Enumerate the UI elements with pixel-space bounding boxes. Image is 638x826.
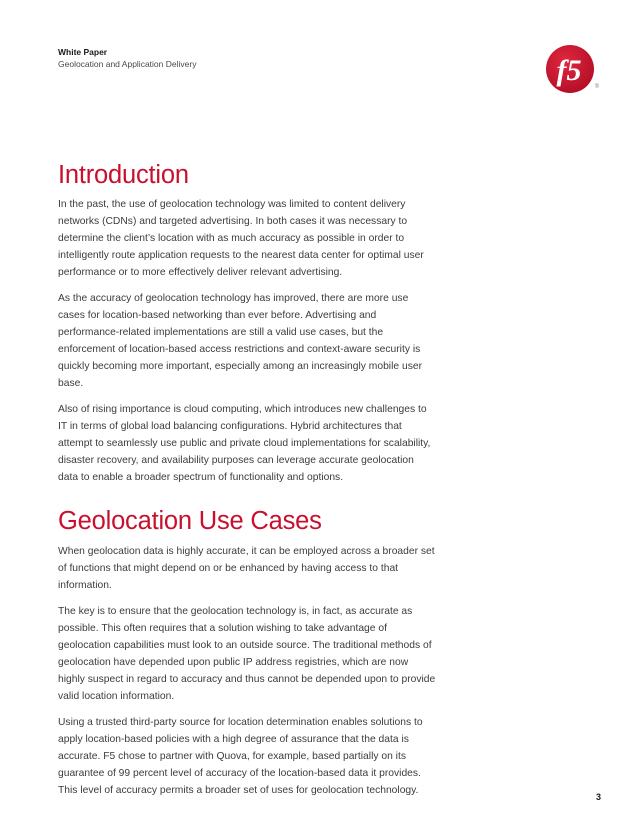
main-content — [58, 158, 436, 808]
paragraph: In the past, the use of geolocation technology was limited to content delivery networks (CDNs) and targeted advertising. In both cases it was necessary to determine the client’s location with as much accuracy as possible in order to intelligently route application requests to the nearest data center for optimal user performance or to more effectively deliver relevant advertising. — [58, 199, 424, 278]
document-subtitle: Geolocation and Application Delivery — [58, 59, 197, 69]
paragraph: As the accuracy of geolocation technology has improved, there are more use cases for location-based networking than ever before. Advertising and performance-related implementations are still a valid use cases, but the enforcement of location-based access restrictions and context-aware security is quickly becoming more important, especially among an increasingly mobile user base. — [58, 293, 422, 389]
page-number: 3 — [596, 792, 602, 802]
paragraph: Using a trusted third-party source for location determination enables solutions to apply location-based policies with a high degree of assurance that the data is accurate. F5 chose to partner with Quova, for example, based partially on its guarantee of 99 percent level of accuracy of the location-based data it provides. This level of accuracy permits a broader set of uses for geolocation technology. — [58, 717, 423, 796]
f5-logo-icon — [544, 42, 600, 98]
document-type-label: White Paper — [58, 47, 108, 57]
paragraph: When geolocation data is highly accurate, it can be employed across a broader set of functions that might depend on or be enhanced by having access to that information. — [58, 546, 435, 591]
paragraph: Also of rising importance is cloud computing, which introduces new challenges to IT in terms of global load balancing configurations. Hybrid architectures that attempt to seamlessly use public and private cloud implementations for scalability, disaster recovery, and availability purposes can leverage accurate geolocation data to enable a broader spectrum of functionality and options. — [58, 404, 431, 483]
logo-wordmark: f5 — [556, 54, 582, 87]
section-geolocation-use-cases — [58, 504, 436, 799]
paragraph: The key is to ensure that the geolocation technology is, in fact, as accurate as possible. This often requires that a solution wishing to take advantage of geolocation capabilities must look to an outside source. The traditional methods of geolocation have depended upon public IP address registries, which are now highly suspect in regard to accuracy and thus cannot be depended upon to provide valid location information. — [58, 606, 436, 702]
document-header — [58, 46, 196, 70]
section-title-introduction: Introduction — [58, 161, 189, 189]
f5-logo — [544, 42, 600, 98]
registered-mark: ® — [594, 84, 600, 90]
section-title-geolocation-use-cases: Geolocation Use Cases — [58, 507, 322, 535]
section-introduction — [58, 158, 436, 486]
